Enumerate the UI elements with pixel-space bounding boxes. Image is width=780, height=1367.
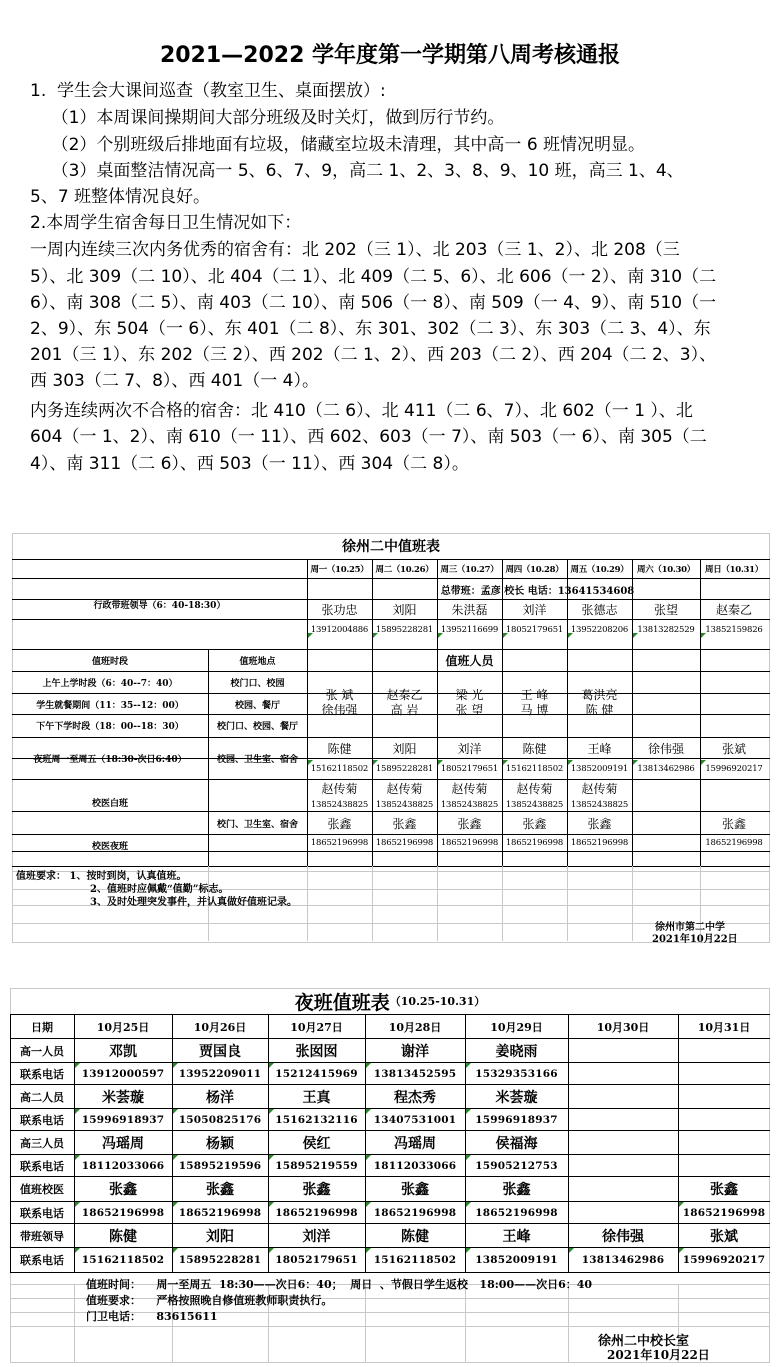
duty-person: 王峰 (502, 1228, 531, 1245)
duty-phone: 15329353166 (475, 1067, 558, 1080)
duty-table-title: 徐州二中值班表 (342, 539, 440, 555)
period-place: 校门口、校园 (230, 679, 285, 689)
period-staff (307, 683, 372, 723)
day-header: 周三（10.27） (440, 565, 499, 575)
date-header: 10月27日 (290, 1020, 343, 1034)
col-divider-thin (465, 1284, 466, 1362)
doctor-night-name: 张鑫 (587, 816, 612, 831)
cell-marker (366, 1248, 371, 1253)
row-label: 联系电话 (20, 1206, 64, 1220)
cell-marker (701, 760, 706, 765)
report-line: 4）、南 311（二 6）、西 503（一 11）、西 304（二 8）。 (30, 454, 469, 474)
cell-marker (75, 1155, 80, 1160)
evening-phone: 15895228281 (375, 764, 434, 774)
duty-phone: 15996918937 (81, 1113, 165, 1126)
cell-marker (269, 1202, 274, 1207)
duty-phone: 18652196998 (373, 1206, 457, 1219)
duty-person: 陈健 (401, 1228, 429, 1245)
cell-marker (466, 1109, 471, 1114)
staff-name: 高 岩 (390, 703, 419, 717)
day-header: 周四（10.28） (505, 565, 564, 575)
report-line: 2、9）、东 504（一 6）、东 401（二 8）、东 301、302（二 3）、东 303（二 3、4）、东 (30, 319, 711, 339)
staff-name: 张 望 (455, 703, 484, 717)
doctor-day-name: 赵传菊 (451, 782, 488, 796)
doctor-night-name (632, 812, 700, 834)
duty-phone: 15895219596 (178, 1159, 262, 1172)
report-line: （3）桌面整洁情况高一 5、6、7、9，高二 1、2、3、8、9、10 班，高三 1、4、 (30, 161, 684, 181)
row-label: 高三人员 (20, 1136, 64, 1150)
doctor-night-phone: 18652196998 (440, 838, 499, 848)
duty-phone: 13952209011 (178, 1067, 262, 1080)
date-header: 10月25日 (96, 1020, 150, 1034)
row-label: 联系电话 (20, 1254, 64, 1267)
doctor-day-name: 赵传菊 (581, 782, 618, 796)
footer-line: 值班要求： 严格按照晚自修值班教师职责执行。 (86, 1294, 333, 1307)
evening-phone: 15162118502 (505, 764, 564, 774)
duty-person: 冯瑶周 (394, 1135, 436, 1152)
date-header: 10月31日 (697, 1020, 751, 1034)
duty-phone (568, 1155, 678, 1176)
duty-phone: 18052179651 (275, 1254, 358, 1266)
report-line: （2）个别班级后排地面有垃圾，储藏室垃圾未清理，其中高一 6 班情况明显。 (30, 135, 646, 155)
period-staff (372, 683, 437, 723)
duty-person: 徐伟强 (602, 1228, 644, 1245)
duty-person: 米荟璇 (102, 1089, 144, 1106)
evening-phone: 13813462986 (637, 764, 695, 774)
doctor-night-phone: 18652196998 (705, 838, 763, 848)
col-divider-thin (437, 866, 438, 941)
duty-roster-table (12, 533, 770, 943)
cell-marker (373, 633, 378, 638)
doctor-day-name: 赵传菊 (516, 782, 553, 796)
doctor-day-phone: 13852438825 (310, 800, 369, 810)
duty-person: 邓凯 (109, 1043, 137, 1060)
duty-phone (678, 1063, 770, 1084)
leader-name: 张德志 (581, 603, 618, 617)
doctor-day-phone: 13852438825 (570, 800, 629, 810)
place-header: 值班地点 (239, 657, 276, 667)
evening-name: 陈健 (327, 741, 352, 756)
col-divider-thin (568, 1284, 569, 1362)
leader-label: 行政带班领导（6：40-18:30） (93, 601, 226, 611)
signature-line: 徐州二中校长室 (598, 1334, 690, 1349)
doctor-night-name: 张鑫 (392, 816, 417, 831)
col-divider-thin (372, 866, 373, 941)
cell-marker (466, 1248, 471, 1253)
period-place: 校门口、校园、餐厅 (216, 722, 298, 732)
evening-place: 校园、卫生室、宿舍 (216, 755, 298, 765)
duty-phone: 13912000597 (81, 1067, 165, 1080)
duty-phone: 13813452595 (373, 1067, 457, 1080)
cell-marker (438, 760, 443, 765)
duty-phone: 18112033066 (81, 1159, 165, 1172)
cell-marker (438, 633, 443, 638)
requirement-line: 2、值班时应佩戴“值勤”标志。 (90, 884, 229, 895)
day-header: 周一（10.25） (310, 565, 369, 575)
duty-person: 侯福海 (495, 1135, 538, 1152)
night-table-title (10, 988, 770, 1014)
duty-phone: 18652196998 (178, 1206, 262, 1219)
cell-marker (173, 1248, 178, 1253)
cell-marker (173, 1109, 178, 1114)
cell-marker (269, 1109, 274, 1114)
leader-phone: 15895228281 (375, 625, 434, 635)
evening-name: 陈健 (522, 741, 547, 756)
staff-header: 值班人员 (445, 654, 494, 668)
duty-person (678, 1131, 770, 1154)
date-header: 10月30日 (596, 1020, 650, 1034)
cell-marker (269, 1063, 274, 1068)
leader-name: 张望 (653, 603, 678, 617)
duty-person: 程杰秀 (394, 1089, 436, 1106)
staff-name: 徐伟强 (321, 703, 358, 717)
duty-phone (568, 1109, 678, 1130)
cell-marker (633, 760, 638, 765)
cell-marker (366, 1063, 371, 1068)
footer-line: 值班时间： 周一至周五 18:30——次日6：40； 周日 、节假日学生返校 18:00——次日6：40 (86, 1278, 593, 1291)
cell-marker (701, 633, 706, 638)
cell-marker (466, 1202, 471, 1207)
doctor-night-phone: 18652196998 (505, 838, 564, 848)
staff-name: 张 斌 (325, 688, 354, 702)
row-label: 联系电话 (20, 1067, 64, 1081)
period-staff (567, 683, 632, 723)
duty-person: 侯红 (302, 1135, 331, 1152)
duty-person: 张囡囡 (295, 1043, 338, 1060)
cell-marker (466, 1155, 471, 1160)
leader-name: 朱洪磊 (451, 603, 488, 617)
duty-person (568, 1177, 678, 1201)
day-header: 周日（10.31） (705, 565, 763, 575)
day-header: 周六（10.30） (637, 565, 695, 575)
cell-marker (173, 1063, 178, 1068)
period-staff (437, 683, 502, 723)
doctor-day-phone: 13852438825 (440, 800, 499, 810)
duty-phone: 18652196998 (275, 1206, 358, 1219)
report-line: 201（三 1）、东 202（三 2）、西 202（二 1、2）、西 203（二 2）、西 204（二 2、3）、 (30, 345, 717, 365)
leader-phone: 13813282529 (637, 625, 695, 635)
duty-person: 刘洋 (302, 1228, 331, 1245)
duty-person (678, 1039, 770, 1062)
cell-marker (366, 1202, 371, 1207)
cell-marker (679, 1248, 684, 1253)
doctor-night-name: 张鑫 (721, 816, 746, 831)
duty-person: 张鑫 (206, 1182, 234, 1198)
cell-marker (366, 1109, 371, 1114)
duty-person: 张鑫 (109, 1182, 137, 1198)
duty-phone: 18652196998 (81, 1206, 165, 1219)
staff-name: 梁 光 (455, 688, 484, 702)
staff-name: 陈 健 (585, 703, 614, 717)
doctor-night-phone: 18652196998 (310, 838, 369, 848)
evening-name: 张斌 (721, 741, 746, 756)
date-header: 10月28日 (388, 1020, 442, 1034)
period-staff (502, 683, 567, 723)
doctor-night-name: 张鑫 (522, 816, 547, 831)
period-time: 下午下学时段（18：00--18：30） (36, 722, 184, 732)
leader-phone: 18052179651 (505, 625, 564, 635)
staff-name: 王 峰 (520, 688, 549, 702)
duty-phone (568, 1202, 678, 1223)
duty-phone (678, 1155, 770, 1176)
cell-marker (75, 1202, 80, 1207)
evening-name: 徐伟强 (647, 741, 684, 756)
duty-person: 陈健 (109, 1228, 137, 1245)
col-divider-thin (307, 866, 308, 941)
date-header: 日期 (31, 1020, 53, 1034)
report-line: 604（一 1、2）、南 610（一 11）、西 602、603（一 7）、南 503（一 6）、南 305（二 (30, 427, 707, 447)
row-divider-thin (10, 1326, 770, 1327)
leader-phone: 13952208206 (570, 625, 629, 635)
date-header: 10月26日 (193, 1020, 247, 1034)
doctor-night-label: 校医夜班 (91, 841, 128, 852)
duty-phone: 15905212753 (475, 1159, 558, 1172)
col-divider-thin (567, 866, 568, 941)
period-header: 值班时段 (91, 657, 128, 667)
duty-phone: 13813462986 (581, 1254, 665, 1266)
duty-phone (568, 1063, 678, 1084)
duty-phone: 18652196998 (475, 1206, 558, 1219)
duty-person (568, 1085, 678, 1108)
leader-name: 刘洋 (522, 603, 547, 617)
row-divider (10, 1272, 770, 1273)
staff-name: 葛洪亮 (581, 688, 618, 702)
date-header: 10月29日 (490, 1020, 543, 1034)
report-line: （1）本周课间操期间大部分班级及时关灯，做到厉行节约。 (30, 108, 505, 128)
cell-marker (366, 1155, 371, 1160)
report-line: 西 303（二 7、8）、西 401（一 4）。 (30, 371, 319, 391)
doctor-day-name: 赵传菊 (386, 782, 423, 796)
evening-phone: 13852009191 (570, 764, 629, 774)
row-label: 联系电话 (20, 1113, 64, 1127)
cell-marker (269, 1155, 274, 1160)
duty-person: 张斌 (710, 1228, 738, 1245)
duty-person: 贾国良 (199, 1043, 241, 1060)
duty-phone: 15996920217 (682, 1254, 766, 1266)
leader-name: 赵秦乙 (715, 603, 752, 617)
duty-phone: 15895228281 (178, 1254, 262, 1266)
duty-person (568, 1131, 678, 1154)
doctor-day-name: 赵传菊 (321, 782, 358, 796)
evening-phone: 15996920217 (705, 764, 763, 774)
duty-phone: 15895219559 (275, 1159, 358, 1172)
duty-phone: 13407531001 (373, 1113, 457, 1126)
night-duty-table (10, 988, 770, 1363)
duty-phone: 18112033066 (373, 1159, 457, 1172)
report-line: 6）、南 308（二 5）、南 403（二 10）、南 506（一 8）、南 509（一 4、9）、南 510（一 (30, 293, 717, 313)
cell-marker (75, 1063, 80, 1068)
evening-name: 刘阳 (392, 741, 417, 756)
row-label: 高一人员 (20, 1044, 64, 1058)
leader-phone: 13912004886 (310, 625, 369, 635)
cell-marker (503, 633, 508, 638)
period-place: 校园、餐厅 (234, 701, 280, 711)
cell-marker (308, 633, 313, 638)
leader-name: 刘阳 (392, 603, 417, 617)
duty-phone: 15162118502 (81, 1254, 165, 1266)
cell-marker (503, 760, 508, 765)
duty-person: 姜晓雨 (495, 1043, 538, 1060)
doctor-night-phone: 18652196998 (375, 838, 434, 848)
duty-phone: 15996918937 (475, 1113, 558, 1126)
cell-marker (75, 1248, 80, 1253)
signature-line: 2021年10月22日 (652, 934, 738, 945)
day-header: 周五（10.29） (570, 565, 629, 575)
col-divider-thin (502, 866, 503, 941)
signature-line: 2021年10月22日 (607, 1348, 710, 1362)
duty-person: 冯瑶周 (102, 1135, 144, 1152)
evening-phone: 18052179651 (440, 764, 499, 774)
duty-person: 王真 (302, 1089, 331, 1106)
cell-marker (633, 633, 638, 638)
report-line: 内务连续两次不合格的宿舍：北 410（二 6）、北 411（二 6、7）、北 602（一 1 ）、北 (30, 401, 693, 421)
report-line: 5）、北 309（二 10）、北 404（二 1）、北 409（二 5、6）、北 606（一 2）、南 310（二 (30, 267, 717, 287)
row-label: 高二人员 (20, 1090, 64, 1104)
cell-marker (173, 1202, 178, 1207)
doctor-night-phone: 18652196998 (570, 838, 629, 848)
cell-marker (269, 1248, 274, 1253)
duty-person: 谢洋 (401, 1043, 429, 1060)
requirement-line: 值班要求： 1、按时到岗，认真值班。 (16, 871, 187, 882)
period-time: 学生就餐期间（11：35--12：00） (36, 701, 184, 711)
duty-phone: 15212415969 (275, 1067, 358, 1080)
doctor-place: 校门、卫生室、宿舍 (216, 819, 298, 830)
row-label: 值班校医 (20, 1183, 64, 1196)
requirement-line: 3、及时处理突发事件，并认真做好值班记录。 (90, 897, 297, 908)
night-table-title-range: （10.25-10.31） (389, 995, 486, 1008)
duty-phone: 15162132116 (275, 1113, 358, 1126)
col-divider-thin (74, 1284, 75, 1362)
duty-person: 张鑫 (502, 1182, 531, 1198)
duty-person: 米荟璇 (495, 1089, 538, 1106)
evening-time: 夜班周一至周五（18:30-次日6:40） (33, 755, 187, 765)
report-title: 2021—2022 学年度第一学期第八周考核通报 (159, 43, 621, 68)
row-label: 联系电话 (20, 1159, 64, 1173)
report-line: 一周内连续三次内务优秀的宿舍有：北 202（三 1）、北 203（三 1、2）、北 208（三 (30, 240, 680, 260)
report-line: 5、7 班整体情况良好。 (30, 187, 211, 207)
day-header: 周二（10.26） (375, 565, 434, 575)
duty-person (568, 1039, 678, 1062)
cell-marker (75, 1109, 80, 1114)
doctor-night-name: 张鑫 (327, 816, 352, 831)
evening-name: 刘洋 (457, 741, 482, 756)
doctor-night-phone (632, 835, 700, 851)
duty-phone: 15162118502 (373, 1254, 457, 1266)
staff-name: 赵秦乙 (386, 688, 423, 702)
evening-phone: 15162118502 (310, 764, 369, 774)
cell-marker (569, 1248, 574, 1253)
duty-person: 张鑫 (710, 1182, 738, 1198)
signature-line: 徐州市第二中学 (655, 922, 725, 933)
duty-person: 张鑫 (401, 1182, 429, 1198)
cell-marker (373, 760, 378, 765)
cell-marker (568, 633, 573, 638)
doctor-day-phone: 13852438825 (375, 800, 434, 810)
general-leader: 总带班：孟彦 校长 电话：13641534608 (440, 585, 635, 597)
duty-phone (678, 1109, 770, 1130)
col-divider-thin (632, 866, 633, 941)
row-label: 带班领导 (20, 1229, 64, 1243)
duty-person: 张鑫 (302, 1182, 331, 1198)
cell-marker (568, 760, 573, 765)
duty-phone: 15050825176 (178, 1113, 262, 1126)
col-divider-thin (365, 1284, 366, 1362)
duty-phone: 13852009191 (475, 1254, 558, 1266)
duty-person (678, 1085, 770, 1108)
doctor-night-name: 张鑫 (457, 816, 482, 831)
night-table-title-text: 夜班值班表 (294, 991, 390, 1014)
doctor-day-phone: 13852438825 (505, 800, 564, 810)
cell-marker (466, 1063, 471, 1068)
leader-name: 张功忠 (321, 603, 358, 617)
doctor-day-label: 校医白班 (91, 798, 128, 809)
duty-phone: 18652196998 (682, 1206, 766, 1219)
duty-person: 杨洋 (206, 1089, 234, 1106)
evening-name: 王峰 (587, 741, 612, 756)
staff-name: 马 博 (520, 703, 549, 717)
cell-marker (308, 760, 313, 765)
footer-line: 门卫电话： 83615611 (86, 1310, 218, 1323)
duty-person: 杨颖 (206, 1135, 234, 1152)
cell-marker (679, 1202, 684, 1207)
cell-marker (173, 1155, 178, 1160)
leader-phone: 13952116699 (440, 625, 499, 635)
report-line: 2.本周学生宿舍每日卫生情况如下： (30, 213, 302, 233)
period-time: 上午上学时段（6：40--7：40） (42, 679, 178, 689)
duty-person: 刘阳 (206, 1228, 234, 1245)
report-line: 1. 学生会大课间巡查（教室卫生、桌面摆放）: (30, 81, 386, 101)
leader-phone: 13852159826 (705, 625, 763, 635)
